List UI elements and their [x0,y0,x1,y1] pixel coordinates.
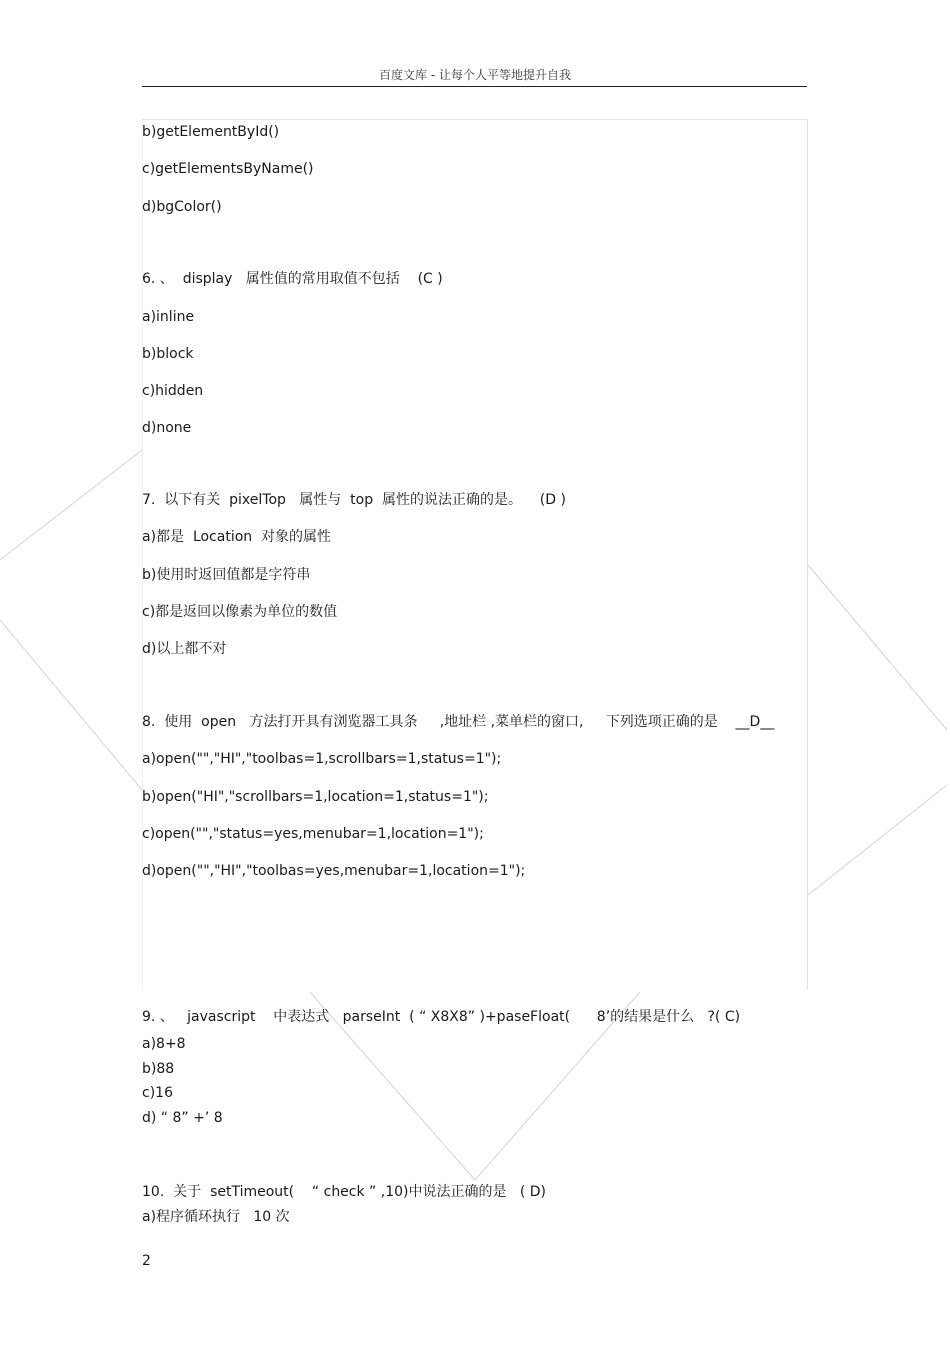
watermark-line [808,565,947,730]
question-text: 9. 、 javascript 中表达式 parseInt ( “ X8X8” )+paseFloat( 8’的结果是什么 ?( C) [142,1009,741,1025]
watermark-line [0,450,142,560]
option-text: a)inline [142,309,195,325]
question-text: 6. 、 display 属性值的常用取值不包括 (C ) [142,271,443,287]
question-text: 8. 使用 open 方法打开具有浏览器工具条 ,地址栏 ,菜单栏的窗口, 下列选项正确的是 __D__ [142,714,775,730]
option-text: d) “ 8” +’ 8 [142,1110,223,1126]
option-text: b)block [142,346,194,362]
option-text: c)hidden [142,383,204,399]
option-text: a)open("","HI","toolbas=1,scrollbars=1,status=1"); [142,751,502,767]
question-text: 10. 关于 setTimeout( “ check ” ,10)中说法正确的是 ( D) [142,1184,546,1200]
option-text: c)getElementsByName() [142,161,314,177]
question-text: 7. 以下有关 pixelTop 属性与 top 属性的说法正确的是。 (D ) [142,492,566,508]
option-text: c)都是返回以像素为单位的数值 [142,604,338,620]
option-text: c)open("","status=yes,menubar=1,location=1"); [142,826,484,842]
option-text: b)88 [142,1061,175,1077]
option-text: d)none [142,420,192,436]
option-text: d)open("","HI","toolbas=yes,menubar=1,location=1"); [142,863,526,879]
page-header: 百度文库 - 让每个人平等地提升自我 [379,68,571,82]
watermark-line [808,785,947,895]
option-text: b)使用时返回值都是字符串 [142,567,311,583]
watermark-line [0,620,142,790]
option-text: a)8+8 [142,1036,186,1052]
option-text: b)open("HI","scrollbars=1,location=1,status=1"); [142,789,489,805]
option-text: d)bgColor() [142,199,222,215]
option-text: d)以上都不对 [142,641,227,657]
option-text: c)16 [142,1085,173,1101]
option-text: b)getElementById() [142,124,280,140]
page-number: 2 [142,1253,151,1269]
option-text: a)程序循环执行 10 次 [142,1209,290,1225]
option-text: a)都是 Location 对象的属性 [142,529,332,545]
